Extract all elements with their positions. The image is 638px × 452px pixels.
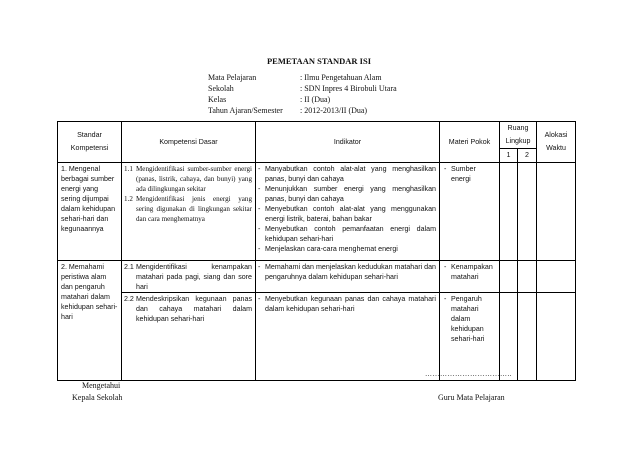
- indikator-cell: [256, 261, 440, 293]
- kd-text: Mengidentifikasi jenis energi yang sering digunakan di lingkungan sekitar dan cara menghematnya: [136, 195, 252, 223]
- document-title: PEMETAAN STANDAR ISI: [266, 56, 372, 66]
- kd-item: [124, 294, 252, 324]
- meta-value: : II (Dua): [300, 95, 331, 104]
- indikator-text: Manyabutkan contoh alat-alat yang menghasilkan panas, bunyi dan cahaya: [265, 165, 436, 183]
- ruang-1-cell: [500, 261, 518, 293]
- header-materi-pokok: Materi Pokok: [440, 122, 500, 163]
- materi-text: Sumber energi: [451, 165, 476, 183]
- kd-number: 1.2: [124, 195, 133, 203]
- materi-text: Pengaruh matahari dalam kehidupan sehari-hari: [451, 295, 485, 343]
- indikator-cell: [256, 293, 440, 381]
- indikator-item: - Memahami dan menjelaskan kedudukan matahari dan pengaruhnya dalam kehidupan sehari-hari: [258, 263, 436, 281]
- header-standar: Standar Kompetensi: [58, 122, 122, 163]
- document-meta: [208, 72, 397, 116]
- indikator-item: - Menunjukkan sumber energi yang menghasilkan panas, bunyi dan cahaya: [258, 185, 436, 203]
- header-kompetensi-dasar: Kompetensi Dasar: [122, 122, 256, 163]
- kd-text: Mendeskripsikan kegunaan panas dan cahaya matahari dalam kehidupan sehari-hari: [136, 295, 252, 323]
- standar-cell: 2. Memahami peristiwa alam dan pengaruh matahari dalam kehidupan sehari-hari: [58, 261, 122, 381]
- alokasi-cell: [537, 261, 576, 293]
- indikator-item: - Menyebutkan contoh pemanfaatan energi dalam kehidupan sehari-hari: [258, 225, 436, 243]
- kompetensi-dasar-cell: [122, 293, 256, 381]
- indikator-cell: [256, 163, 440, 261]
- signature-date-line: ……………………………..: [425, 370, 512, 378]
- materi-pokok-cell: - Sumber energi: [440, 163, 500, 261]
- header-ruang-1: 1: [500, 149, 518, 163]
- meta-label: Tahun Ajaran/Semester: [208, 106, 283, 115]
- kd-item: [124, 194, 252, 224]
- header-alokasi-waktu: Alokasi Waktu: [537, 122, 576, 163]
- materi-text: Kenampakan matahari: [451, 263, 493, 281]
- indikator-item: - Menyebutkan kegunaan panas dan cahaya matahari dalam kehidupan sehari-hari: [258, 295, 436, 313]
- kd-text: Mengidentifikasi kenampakan matahari pada pagi, siang dan sore hari: [136, 263, 252, 291]
- signature-principal-label: Kepala Sekolah: [72, 393, 123, 402]
- alokasi-cell: [537, 163, 576, 261]
- indikator-text: Menyebutkan contoh alat-alat yang menggunakan energi listrik, baterai, bahan bakar: [265, 205, 436, 223]
- kd-item: [124, 164, 252, 194]
- ruang-2-cell: [518, 293, 537, 381]
- header-row: [58, 122, 576, 149]
- indikator-text: Menunjukkan sumber energi yang menghasilkan panas, bunyi dan cahaya: [265, 185, 436, 203]
- ruang-2-cell: [518, 163, 537, 261]
- kompetensi-dasar-cell: [122, 163, 256, 261]
- meta-row-school: [208, 83, 397, 94]
- indikator-item: - Manyabutkan contoh alat-alat yang menghasilkan panas, bunyi dan cahaya: [258, 165, 436, 183]
- mapping-table: [57, 121, 576, 381]
- table-row: [58, 293, 576, 381]
- indikator-text: Menyebutkan kegunaan panas dan cahaya matahari dalam kehidupan sehari-hari: [265, 295, 436, 313]
- indikator-item: - Menjelaskan cara-cara menghemat energi: [258, 244, 436, 254]
- meta-value: : Ilmu Pengetahuan Alam: [300, 73, 382, 82]
- meta-row-subject: [208, 72, 397, 83]
- indikator-text: Menyebutkan contoh pemanfaatan energi dalam kehidupan sehari-hari: [265, 225, 436, 243]
- meta-row-year: [208, 105, 397, 116]
- kd-number: 2.1: [124, 263, 134, 271]
- ruang-1-cell: [500, 293, 518, 381]
- table-row: [58, 261, 576, 293]
- meta-value: : 2012-2013/II (Dua): [300, 106, 368, 115]
- kd-text: Mengidentifikasi sumber-sumber energi (panas, listrik, cahaya, dan bunyi) yang ada dilingkungan sekitar: [136, 165, 252, 193]
- meta-value: : SDN Inpres 4 Birobuli Utara: [300, 84, 397, 93]
- indikator-text: Menjelaskan cara-cara menghemat energi: [265, 245, 398, 253]
- signature-teacher-label: Guru Mata Pelajaran: [438, 393, 505, 402]
- indikator-text: Memahami dan menjelaskan kedudukan matahari dan pengaruhnya dalam kehidupan sehari-hari: [265, 263, 436, 281]
- meta-label: Mata Pelajaran: [208, 73, 257, 82]
- kd-number: 1.1: [124, 165, 133, 173]
- materi-pokok-cell: - Pengaruh matahari dalam kehidupan sehari-hari: [440, 293, 500, 381]
- header-ruang-lingkup: Ruang Lingkup: [500, 122, 537, 149]
- kompetensi-dasar-cell: [122, 261, 256, 293]
- header-indikator: Indikator: [256, 122, 440, 163]
- kd-number: 2.2: [124, 295, 134, 303]
- meta-row-class: [208, 94, 397, 105]
- ruang-2-cell: [518, 261, 537, 293]
- kd-item: [124, 262, 252, 292]
- standar-cell: 1. Mengenal berbagai sumber energi yang sering dijumpai dalam kehidupan sehari-hari dan kegunaannya: [58, 163, 122, 261]
- header-ruang-2: 2: [518, 149, 537, 163]
- meta-label: Kelas: [208, 95, 227, 104]
- signature-acknowledged-label: Mengetahui: [82, 381, 121, 390]
- materi-pokok-cell: - Kenampakan matahari: [440, 261, 500, 293]
- meta-label: Sekolah: [208, 84, 234, 93]
- table-row: [58, 163, 576, 261]
- indikator-item: - Menyebutkan contoh alat-alat yang menggunakan energi listrik, baterai, bahan bakar: [258, 205, 436, 223]
- alokasi-cell: [537, 293, 576, 381]
- ruang-1-cell: [500, 163, 518, 261]
